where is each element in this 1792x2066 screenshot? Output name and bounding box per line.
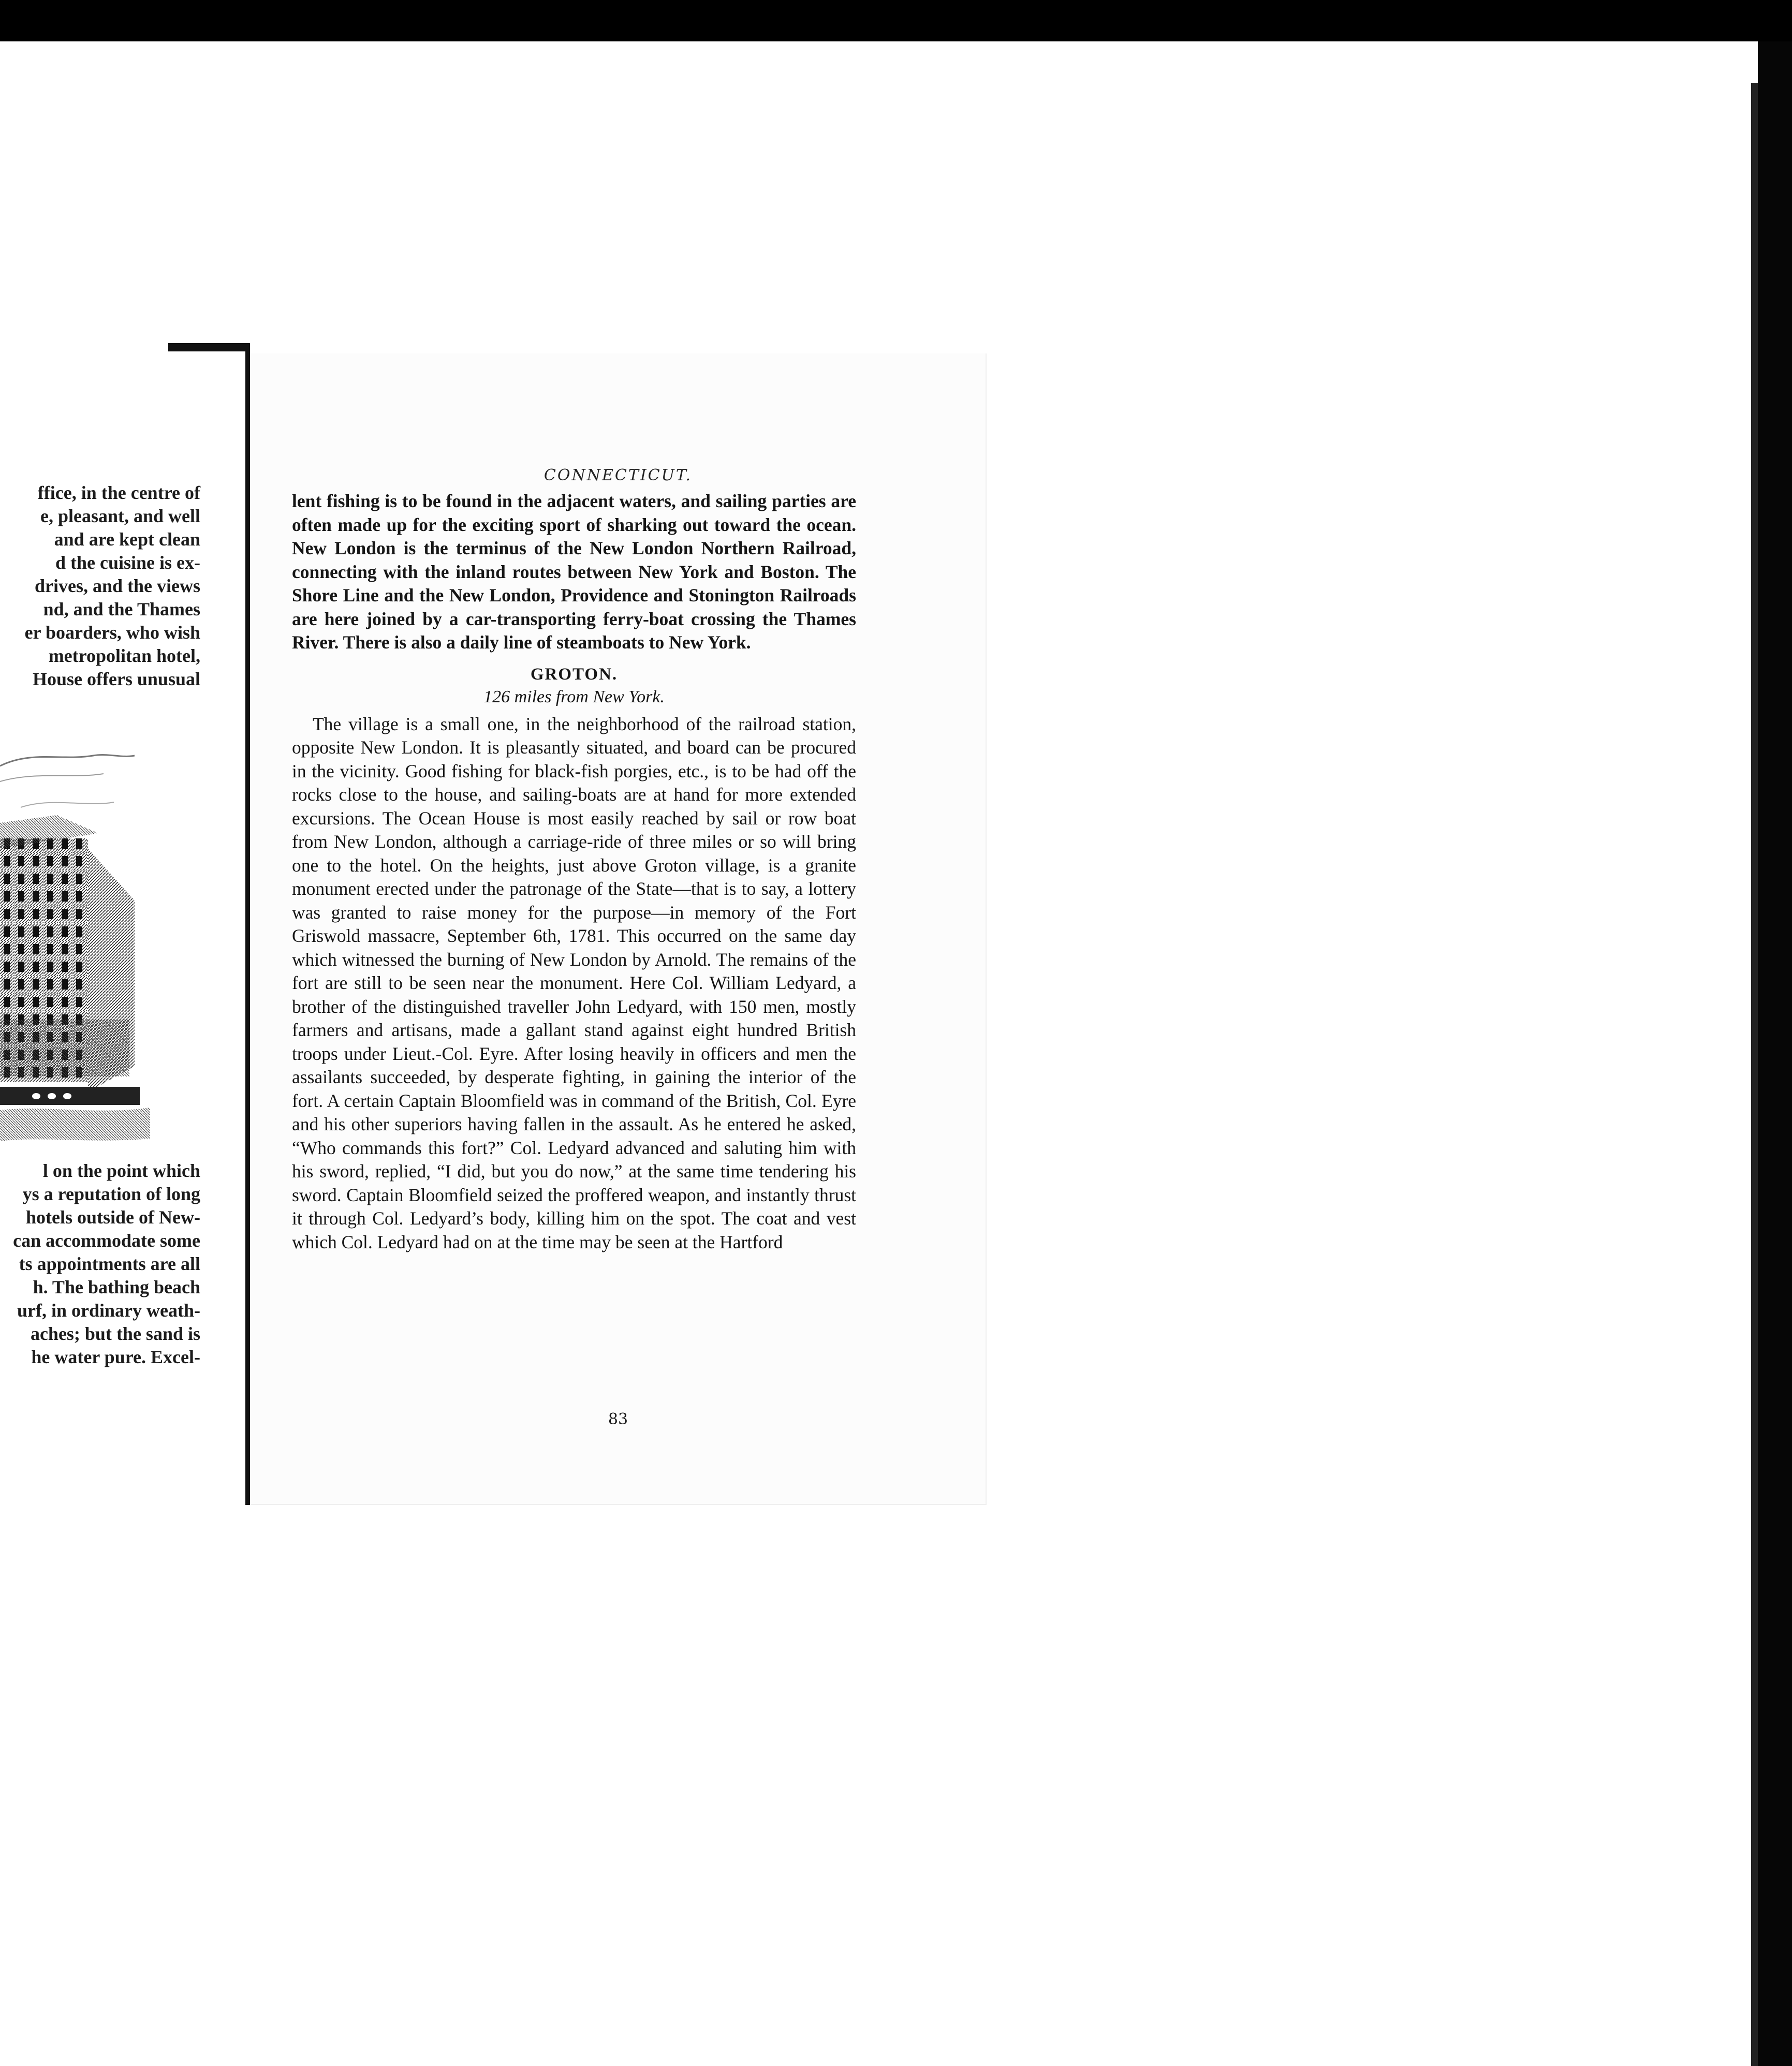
left-page-line: e, pleasant, and well xyxy=(40,506,200,526)
left-page-line: House offers unusual xyxy=(32,669,200,689)
left-page-line: nd, and the Thames xyxy=(43,599,200,619)
left-page-line: metropolitan hotel, xyxy=(48,645,200,666)
scan-sheet xyxy=(0,41,1758,2066)
left-page-line: l on the point which xyxy=(42,1160,200,1181)
left-page-line: he water pure. Excel- xyxy=(31,1347,200,1367)
section-distance: 126 miles from New York. xyxy=(483,687,665,706)
binding-rule-vertical xyxy=(245,343,250,1505)
left-page-line: ffice, in the centre of xyxy=(37,482,200,503)
intro-paragraph: lent fishing is to be found in the adjacent waters, and sailing parties are often made up for the exciting sport of sharking out toward the ocean. New London is the terminus of the New London Northern Railroad, connecting with the inland routes between New York and Boston. The Shore Line and the New London, Providence and Stonington Railroads are here joined by a car-transporting ferry-boat crossing the Thames River. There is also a daily line of steamboats to New York. xyxy=(292,491,856,653)
left-page-line: drives, and the views xyxy=(34,575,200,596)
left-page-line: hotels outside of New- xyxy=(26,1207,200,1228)
left-page-line: h. The bathing beach xyxy=(33,1277,200,1297)
section-heading: GROTON. xyxy=(530,665,618,684)
left-page-line: ys a reputation of long xyxy=(22,1184,200,1204)
scan-border xyxy=(1758,41,1792,2066)
frame-edge-line xyxy=(1751,83,1758,2066)
left-page-line: aches; but the sand is xyxy=(30,1323,200,1344)
left-page-fragment xyxy=(0,41,204,1497)
book-page xyxy=(251,353,987,1505)
running-head: CONNECTICUT. xyxy=(544,466,693,484)
left-page-line: er boarders, who wish xyxy=(24,622,200,643)
left-page-line: and are kept clean xyxy=(54,529,200,550)
page-number: 83 xyxy=(608,1410,628,1428)
left-page-line: d the cuisine is ex- xyxy=(55,552,200,573)
page-body xyxy=(292,490,856,1254)
left-page-line: urf, in ordinary weath- xyxy=(17,1300,200,1321)
left-page-upper-text xyxy=(0,481,200,691)
left-page-line: can accommodate some xyxy=(13,1230,200,1251)
left-page-line: ts appointments are all xyxy=(19,1253,200,1274)
left-page-lower-text xyxy=(0,1159,200,1369)
binding-rule-horizontal xyxy=(168,343,248,351)
hotel-engraving-icon xyxy=(0,730,150,1149)
section-paragraph: The village is a small one, in the neighborhood of the railroad station, opposite New London. It is pleasantly situated, and board can be procured in the vicinity. Good fishing for black-fish porgies, etc., is to be had off the rocks close to the house, and sailing-boats are at hand for more extended excursions. The Ocean House is most easily reached by sail or row boat from New London, although a carriage-ride of three miles or so will bring one to the hotel. On the heights, just above Groton village, is a granite monument erected under the patronage of the State—that is to say, a lottery was granted to raise money for the purpose—in memory of the Fort Griswold massacre, September 6th, 1781. This occurred on the same day which witnessed the burning of New London by Arnold. The remains of the fort are still to be seen near the monument. Here Col. William Ledyard, a brother of the distinguished traveller John Ledyard, with 150 men, mostly farmers and artisans, made a gallant stand against eight hundred British troops under Lieut.-Col. Eyre. After losing heavily in officers and men the assailants succeeded, by desperate fighting, in gaining the interior of the fort. A certain Captain Bloomfield was in command of the British, Col. Eyre and his other superiors having fallen in the assault. As he entered he asked, “Who commands this fort?” Col. Ledyard advanced and saluting him with his sword, replied, “I did, but you do now,” at the same time tendering his sword. Captain Bloomfield seized the proffered weapon, and instantly thrust it through Col. Ledyard’s body, killing him on the spot. The coat and vest which Col. Ledyard had on at the time may be seen at the Hartford xyxy=(292,713,856,1252)
